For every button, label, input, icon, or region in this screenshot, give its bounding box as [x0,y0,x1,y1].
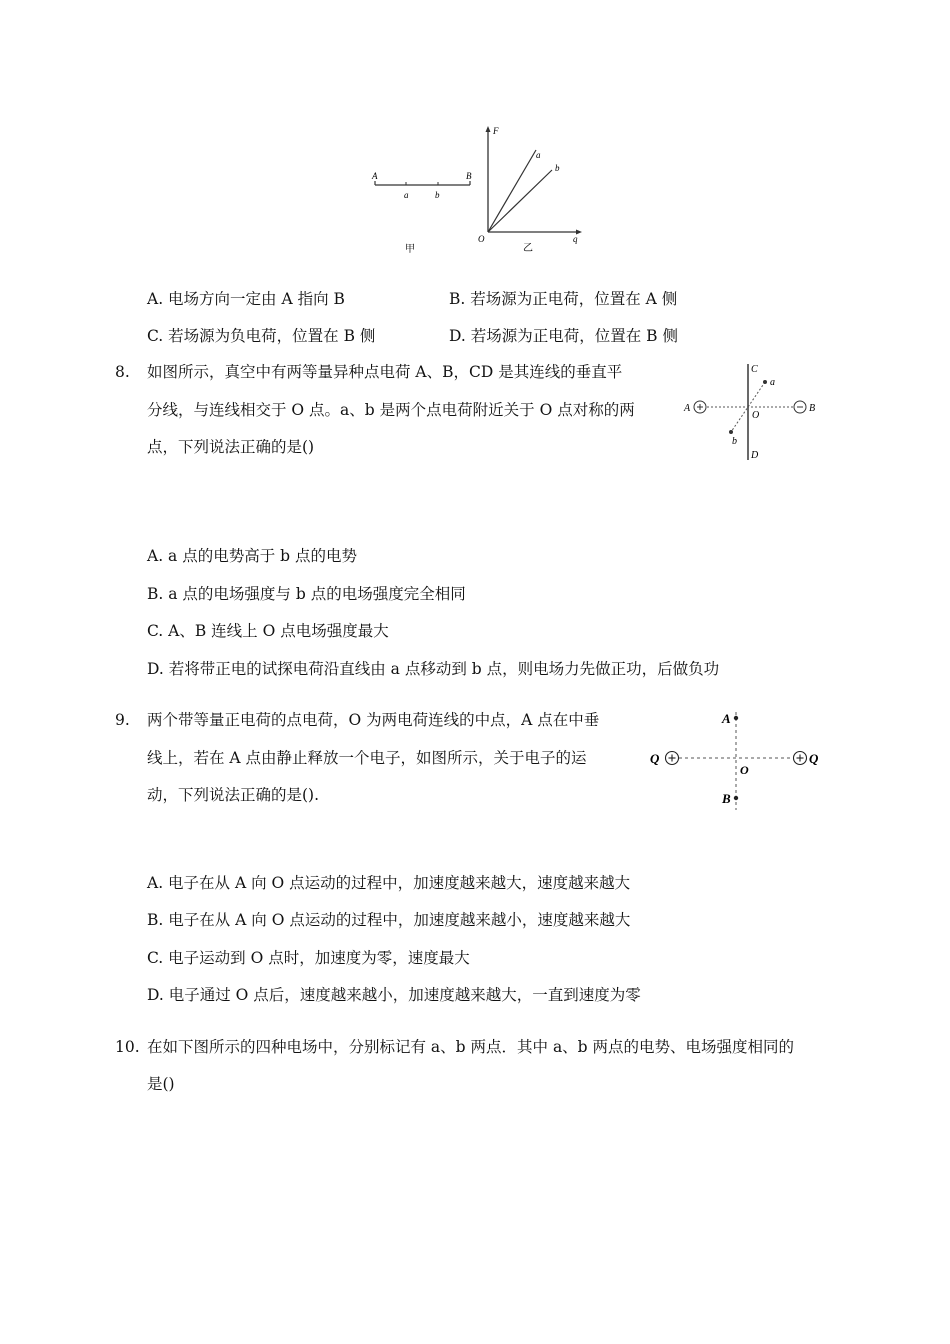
q8-stem-2: 分线，与连线相交于 O 点。a、b 是两个点电荷附近关于 O 点对称的两 [147,401,635,419]
q7-option-c: C. 若场源为负电荷，位置在 B 侧 [147,327,376,345]
label-B-end: B [466,171,472,181]
line-b-label: b [555,163,560,173]
label-A-end: A [372,171,378,181]
figure-7-left [371,171,472,255]
q8-option-c: C. A、B 连线上 O 点电场强度最大 [147,622,389,640]
q9-stem-1: 两个带等量正电荷的点电荷，O 为两电荷连线的中点，A 点在中垂 [147,711,600,729]
axis-F: F [493,126,499,136]
q7-option-d: D. 若场源为正电荷，位置在 B 侧 [449,327,678,345]
fig9-label-Q-right: Q [809,751,819,766]
q8-number: 8. [115,363,130,381]
q8-option-d: D. 若将带正电的试探电荷沿直线由 a 点移动到 b 点，则电场力先做正功，后做负功 [147,660,720,678]
q8-option-b: B. a 点的电场强度与 b 点的电场强度完全相同 [147,585,466,603]
q9-option-b: B. 电子在从 A 向 O 点运动的过程中，加速度越来越小，速度越来越大 [147,911,631,929]
q9-option-d: D. 电子通过 O 点后，速度越来越小，加速度越来越大，一直到速度为零 [147,986,641,1004]
q7-option-a: A. 电场方向一定由 A 指向 B [147,290,345,308]
caption-jia: 甲 [405,244,415,255]
q9-stem-2: 线上，若在 A 点由静止释放一个电子，如图所示，关于电子的运 [147,749,587,767]
fig9-label-O: O [740,763,749,777]
q9-option-c: C. 电子运动到 O 点时，加速度为零，速度最大 [147,949,470,967]
q10-number: 10. [115,1038,140,1056]
fig9-label-B: B [722,791,731,806]
figure-7 [360,120,600,260]
q8-stem-3: 点，下列说法正确的是() [147,438,315,456]
fig8-point-b: b [732,436,737,447]
fig8-label-D: D [751,450,759,461]
figure-9 [645,706,835,811]
fig8-label-B: B [809,403,816,414]
fig8-label-A: A [684,403,691,414]
fig8-point-a: a [770,377,775,388]
caption-yi: 乙 [523,243,533,254]
fig8-label-O: O [752,410,760,421]
q8-option-a: A. a 点的电势高于 b 点的电势 [147,547,357,565]
figure-7-right [478,126,582,254]
line-a-label: a [536,150,541,160]
label-mark-a: a [404,190,409,200]
q7-option-b: B. 若场源为正电荷，位置在 A 侧 [449,290,678,308]
fig9-label-Q-left: Q [650,751,660,766]
fig9-label-A: A [722,711,731,726]
figure-8 [680,360,830,465]
fig8-label-C: C [751,364,758,375]
q9-stem-3: 动，下列说法正确的是(). [147,786,320,804]
q9-option-a: A. 电子在从 A 向 O 点运动的过程中，加速度越来越大，速度越来越大 [147,874,631,892]
origin-O: O [478,234,485,244]
q9-number: 9. [115,711,130,729]
axis-q: q [573,234,578,244]
q10-stem-2: 是() [147,1075,175,1093]
q8-stem-1: 如图所示，真空中有两等量异种点电荷 A、B，CD 是其连线的垂直平 [147,363,623,381]
q10-stem-1: 在如下图所示的四种电场中，分别标记有 a、b 两点．其中 a、b 两点的电势、电场强度相同的 [147,1038,795,1056]
label-mark-b: b [435,190,440,200]
